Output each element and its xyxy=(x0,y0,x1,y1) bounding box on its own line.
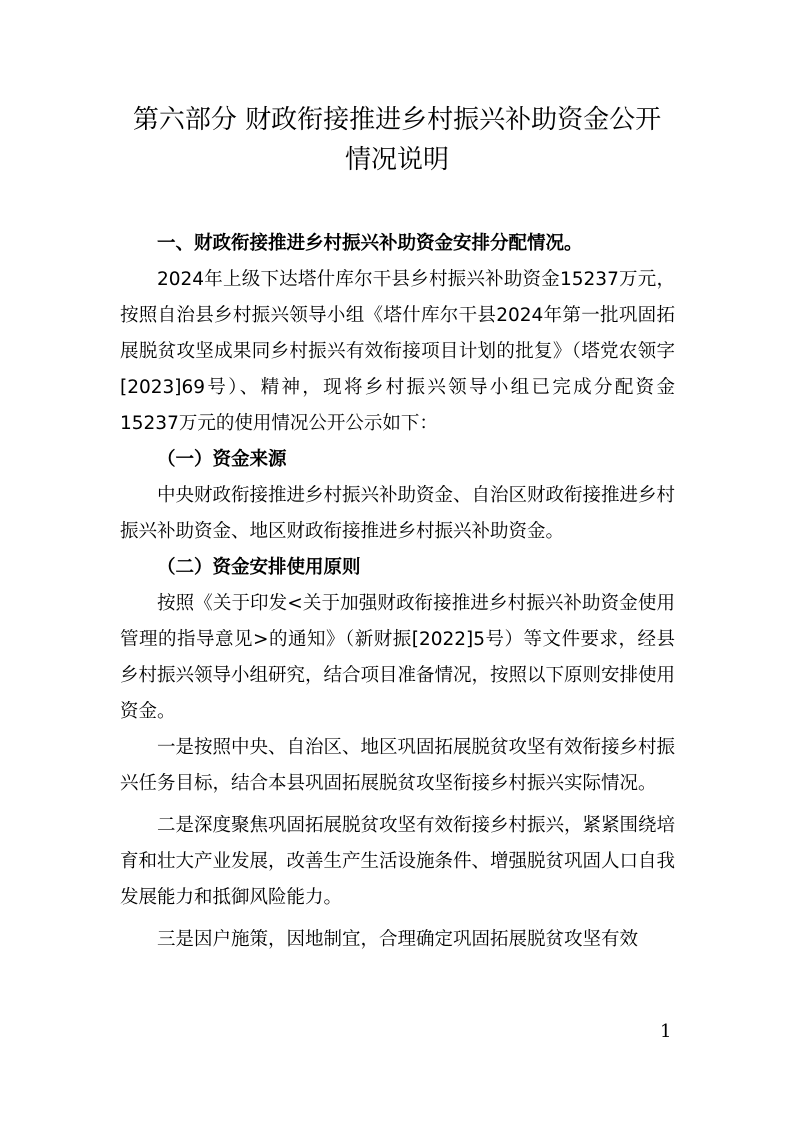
document-body xyxy=(120,226,675,958)
title-line-1: 第六部分 财政衔接推进乡村振兴补助资金公开 xyxy=(132,105,662,135)
page-number: 1 xyxy=(660,1021,672,1042)
subheading-usage-principles: （二）资金安排使用原则 xyxy=(157,557,361,578)
document-title xyxy=(112,100,682,180)
paragraph-fund-source: 中央财政衔接推进乡村振兴补助资金、自治区财政衔接推进乡村振兴补助资金、地区财政衔接推进乡村振兴补助资金。 xyxy=(120,485,676,542)
paragraph-principle-two: 二是深度聚焦巩固拓展脱贫攻坚有效衔接乡村振兴，紧紧围绕培育和壮大产业发展，改善生产生活设施条件、增强脱贫巩固人口自我发展能力和抵御风险能力。 xyxy=(120,815,676,908)
title-line-2: 情况说明 xyxy=(344,145,449,175)
subheading-fund-source: （一）资金来源 xyxy=(157,449,287,470)
paragraph-usage-principles: 按照《关于印发<关于加强财政衔接推进乡村振兴补助资金使用管理的指导意见>的通知》（新财振[2022]5号）等文件要求，经县乡村振兴领导小组研究，结合项目准备情况，按照以下原则安排使用资金。 xyxy=(120,593,676,722)
paragraph-principle-three: 三是因户施策，因地制宜，合理确定巩固拓展脱贫攻坚有效 xyxy=(157,929,639,950)
paragraph-principle-one: 一是按照中央、自治区、地区巩固拓展脱贫攻坚有效衔接乡村振兴任务目标，结合本县巩固拓展脱贫攻坚衔接乡村振兴实际情况。 xyxy=(120,737,676,794)
paragraph-funding-overview: 2024年上级下达塔什库尔干县乡村振兴补助资金15237万元，按照自治县乡村振兴领导小组《塔什库尔干县2024年第一批巩固拓展脱贫攻坚成果同乡村振兴有效衔接项目计划的批复》（塔党农领字[2023]69号）、精神，现将乡村振兴领导小组已完成分配资金15237万元的使用情况公开公示如下： xyxy=(120,269,675,434)
section-heading-allocation: 一、财政衔接推进乡村振兴补助资金安排分配情况。 xyxy=(157,233,583,254)
